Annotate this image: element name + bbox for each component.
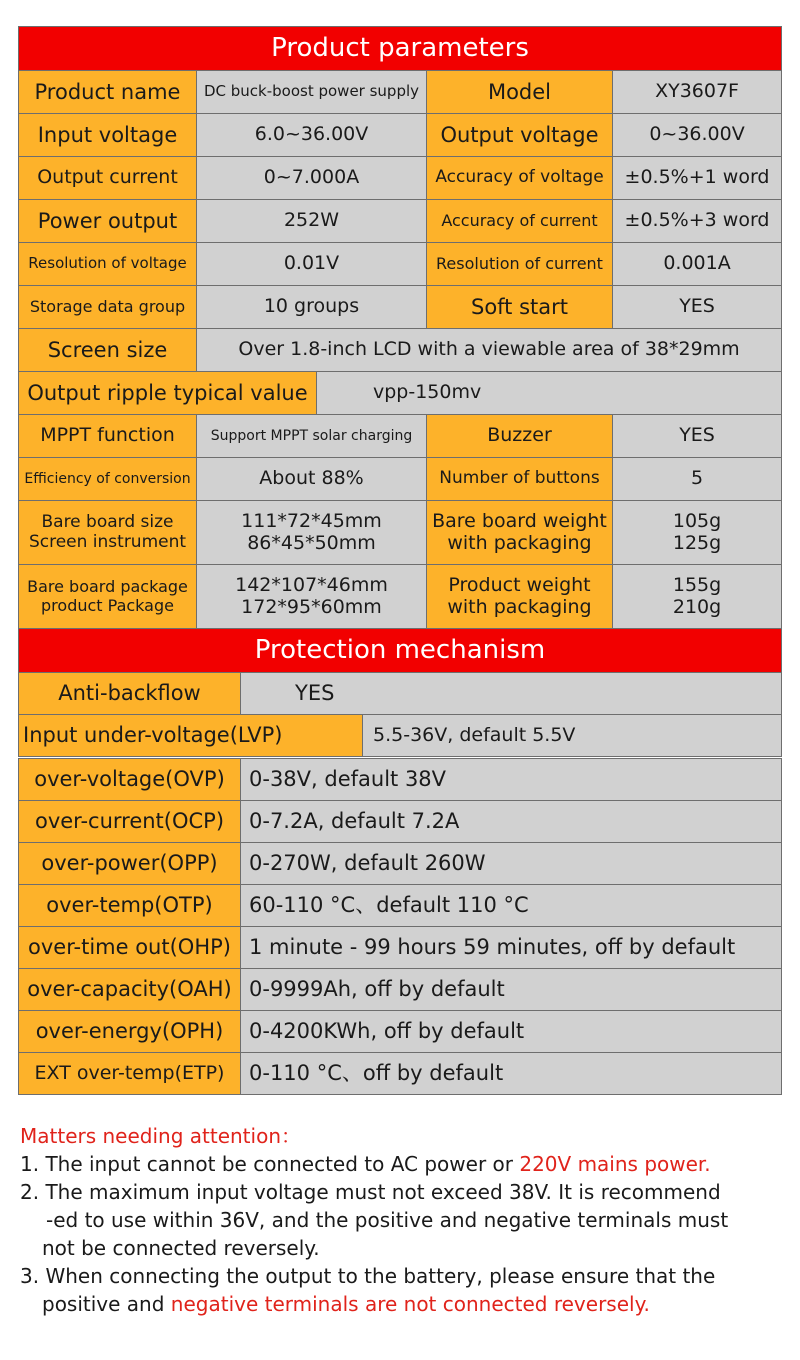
buttons-label: Number of buttons xyxy=(427,458,613,501)
bare-board-weight-value-line1: 105g xyxy=(672,509,722,532)
product-weight-value xyxy=(613,565,782,629)
otp-label: over-temp(OTP) xyxy=(19,885,241,927)
input-voltage-value: 6.0~36.00V xyxy=(197,114,427,157)
bare-board-weight-label-line1: Bare board weight xyxy=(432,509,607,532)
package-size-label-line2: product Package xyxy=(41,595,174,615)
product-weight-label-line1: Product weight xyxy=(448,573,591,596)
accuracy-voltage-label: Accuracy of voltage xyxy=(427,157,613,200)
ocp-value: 0-7.2A, default 7.2A xyxy=(241,801,782,843)
product-weight-value-line1: 155g xyxy=(672,573,722,596)
lvp-label: Input under-voltage(LVP) xyxy=(19,715,363,757)
bare-board-weight-value xyxy=(613,501,782,565)
lvp-value: 5.5-36V, default 5.5V xyxy=(363,715,782,757)
model-label: Model xyxy=(427,71,613,114)
product-weight-label-line2: with packaging xyxy=(447,595,592,618)
note-1 xyxy=(20,1150,790,1178)
efficiency-label: Efficiency of conversion xyxy=(19,458,197,501)
screen-size-value: Over 1.8-inch LCD with a viewable area of 38*29mm xyxy=(197,329,782,372)
soft-start-value: YES xyxy=(613,286,782,329)
oph-label: over-energy(OPH) xyxy=(19,1011,241,1053)
product-parameters-table xyxy=(18,26,782,629)
buttons-value: 5 xyxy=(613,458,782,501)
bare-board-weight-label-line2: with packaging xyxy=(447,531,592,554)
ocp-label: over-current(OCP) xyxy=(19,801,241,843)
output-voltage-value: 0~36.00V xyxy=(613,114,782,157)
output-current-label: Output current xyxy=(19,157,197,200)
storage-value: 10 groups xyxy=(197,286,427,329)
otp-value: 60-110 °C、default 110 °C xyxy=(241,885,782,927)
product-parameters-title: Product parameters xyxy=(19,27,782,71)
oph-value: 0-4200KWh, off by default xyxy=(241,1011,782,1053)
protection-settings-table xyxy=(18,758,782,1095)
package-size-label-line1: Bare board package xyxy=(27,577,188,597)
buzzer-value: YES xyxy=(613,415,782,458)
output-current-value: 0~7.000A xyxy=(197,157,427,200)
protection-mechanism-title: Protection mechanism xyxy=(19,629,782,673)
ripple-value: vpp-150mv xyxy=(317,372,782,415)
buzzer-label: Buzzer xyxy=(427,415,613,458)
package-size-label xyxy=(19,565,197,629)
resolution-voltage-value: 0.01V xyxy=(197,243,427,286)
etp-label: EXT over-temp(ETP) xyxy=(19,1053,241,1095)
package-size-value-line1: 142*107*46mm xyxy=(235,573,388,596)
ovp-label: over-voltage(OVP) xyxy=(19,759,241,801)
output-voltage-label: Output voltage xyxy=(427,114,613,157)
input-voltage-label: Input voltage xyxy=(19,114,197,157)
ovp-value: 0-38V, default 38V xyxy=(241,759,782,801)
bare-board-size-label-line2: Screen instrument xyxy=(28,531,187,552)
accuracy-voltage-value: ±0.5%+1 word xyxy=(613,157,782,200)
note-2-line-2: -ed to use within 36V, and the positive and negative terminals must xyxy=(46,1208,729,1232)
oah-label: over-capacity(OAH) xyxy=(19,969,241,1011)
resolution-current-label: Resolution of current xyxy=(427,243,613,286)
ripple-label: Output ripple typical value xyxy=(19,372,317,415)
resolution-current-value: 0.001A xyxy=(613,243,782,286)
power-output-value: 252W xyxy=(197,200,427,243)
accuracy-current-value: ±0.5%+3 word xyxy=(613,200,782,243)
ohp-value: 1 minute - 99 hours 59 minutes, off by default xyxy=(241,927,782,969)
note-3-line-2 xyxy=(20,1290,790,1318)
accuracy-current-label: Accuracy of current xyxy=(427,200,613,243)
note-1-text: 1. The input cannot be connected to AC power or xyxy=(20,1152,520,1176)
mppt-value: Support MPPT solar charging xyxy=(197,415,427,458)
note-3-text: positive and xyxy=(42,1292,171,1316)
resolution-voltage-label: Resolution of voltage xyxy=(19,243,197,286)
note-2-line-1: 2. The maximum input voltage must not exceed 38V. It is recommend xyxy=(20,1180,721,1204)
note-1-warning: 220V mains power. xyxy=(519,1152,711,1176)
bare-board-weight-label xyxy=(427,501,613,565)
product-weight-label xyxy=(427,565,613,629)
opp-label: over-power(OPP) xyxy=(19,843,241,885)
bare-board-size-label xyxy=(19,501,197,565)
attention-notes xyxy=(20,1122,790,1318)
soft-start-label: Soft start xyxy=(427,286,613,329)
note-3-line-1: 3. When connecting the output to the battery, please ensure that the xyxy=(20,1264,716,1288)
bare-board-size-value-line2: 86*45*50mm xyxy=(247,531,376,554)
ohp-label: over-time out(OHP) xyxy=(19,927,241,969)
note-3-warning: negative terminals are not connected reversely. xyxy=(170,1292,650,1316)
mppt-label: MPPT function xyxy=(19,415,197,458)
power-output-label: Power output xyxy=(19,200,197,243)
storage-label: Storage data group xyxy=(19,286,197,329)
opp-value: 0-270W, default 260W xyxy=(241,843,782,885)
anti-backflow-label: Anti-backflow xyxy=(19,673,241,715)
model-value: XY3607F xyxy=(613,71,782,114)
screen-size-label: Screen size xyxy=(19,329,197,372)
oah-value: 0-9999Ah, off by default xyxy=(241,969,782,1011)
anti-backflow-value: YES xyxy=(241,673,782,715)
bare-board-size-value xyxy=(197,501,427,565)
note-2-line-3: not be connected reversely. xyxy=(42,1236,320,1260)
protection-mechanism-table xyxy=(18,628,782,757)
notes-title: Matters needing attention： xyxy=(20,1124,301,1148)
product-name-label: Product name xyxy=(19,71,197,114)
package-size-value xyxy=(197,565,427,629)
bare-board-weight-value-line2: 125g xyxy=(672,531,722,554)
package-size-value-line2: 172*95*60mm xyxy=(241,595,382,618)
etp-value: 0-110 °C、off by default xyxy=(241,1053,782,1095)
product-name-value: DC buck-boost power supply xyxy=(197,71,427,114)
efficiency-value: About 88% xyxy=(197,458,427,501)
bare-board-size-label-line1: Bare board size xyxy=(41,511,174,532)
product-weight-value-line2: 210g xyxy=(672,595,722,618)
bare-board-size-value-line1: 111*72*45mm xyxy=(241,509,382,532)
